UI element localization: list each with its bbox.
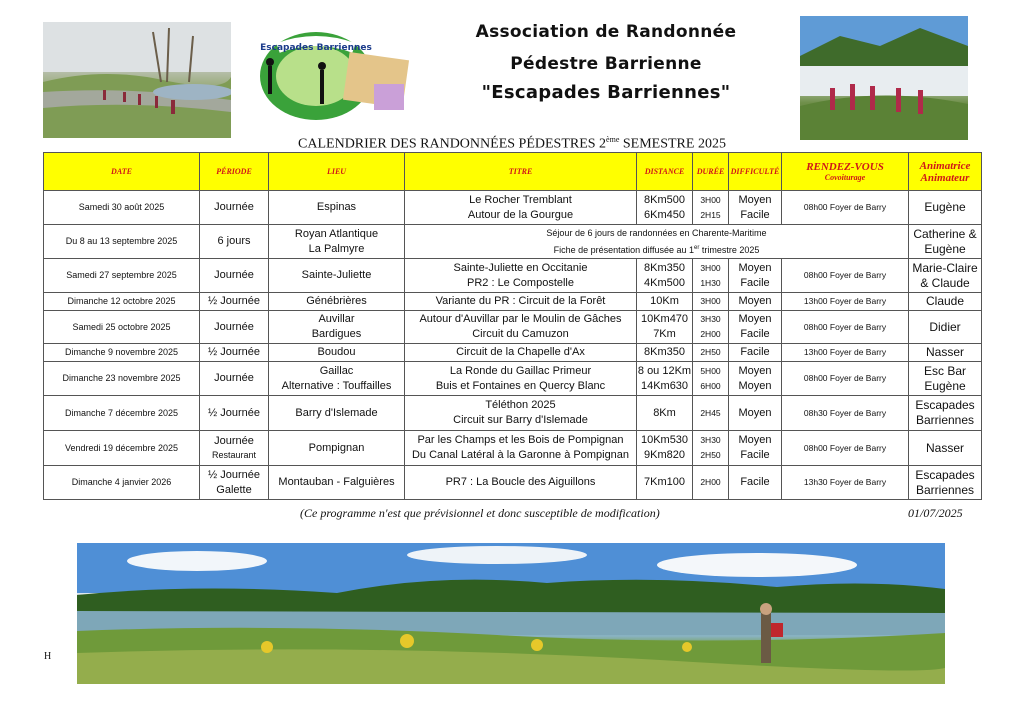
header-line-2: Pédestre Barrienne (510, 54, 702, 74)
calendar-title: CALENDRIER DES RANDONNÉES PÉDESTRES 2ème SEMESTRE 2025 (298, 135, 726, 152)
cell-animateur: Marie-Claire & Claude (909, 259, 982, 293)
cell-lieu: Génébrières (269, 293, 405, 311)
cell-distance: 10Km530 9Km820 (637, 431, 693, 466)
stray-mark: H (44, 651, 52, 662)
header-difficulte: DIFFICULTÉ (729, 153, 782, 191)
cell-duree: 2H50 (693, 344, 729, 362)
mountain-hikers-photo (800, 16, 968, 140)
footer-date: 01/07/2025 (908, 506, 963, 520)
cell-titre: Téléthon 2025 Circuit sur Barry d'Islemade (405, 396, 637, 431)
cell-periode: ½ Journée Galette (200, 466, 269, 500)
cell-titre: Autour d'Auvillar par le Moulin de Gâches Circuit du Camuzon (405, 311, 637, 344)
cell-rendezvous: 08h00 Foyer de Barry (782, 362, 909, 396)
cell-animateur: Eugène (909, 191, 982, 225)
hike-schedule-table (43, 152, 982, 500)
header-date: DATE (44, 153, 200, 191)
header-titre: TITRE (405, 153, 637, 191)
cell-animateur: Nasser (909, 431, 982, 466)
cell-rendezvous: 13h00 Foyer de Barry (782, 293, 909, 311)
table-row (44, 293, 982, 311)
cell-titre: Sainte-Juliette en Occitanie PR2 : Le Compostelle (405, 259, 637, 293)
cell-difficulte: Facile (729, 466, 782, 500)
cell-animateur: Catherine & Eugène (909, 225, 982, 259)
cell-periode: 6 jours (200, 225, 269, 259)
cell-periode: Journée (200, 191, 269, 225)
header-distance: DISTANCE (637, 153, 693, 191)
cell-animateur: Escapades Barriennes (909, 466, 982, 500)
footnote: (Ce programme n'est que prévisionnel et donc susceptible de modification) (300, 506, 660, 520)
cell-rendezvous: 08h00 Foyer de Barry (782, 259, 909, 293)
cell-duree: 2H45 (693, 396, 729, 431)
lake-landscape-photo (77, 543, 945, 684)
cell-distance: 7Km100 (637, 466, 693, 500)
cell-date: Samedi 25 octobre 2025 (44, 311, 200, 344)
cell-titre: Variante du PR : Circuit de la Forêt (405, 293, 637, 311)
cell-titre: Circuit de la Chapelle d'Ax (405, 344, 637, 362)
header-line-3: "Escapades Barriennes" (481, 82, 731, 103)
table-row (44, 362, 982, 396)
cell-periode: ½ Journée (200, 293, 269, 311)
cell-distance: 8Km (637, 396, 693, 431)
cell-lieu: Barry d'Islemade (269, 396, 405, 431)
table-row (44, 259, 982, 293)
header-line-1: Association de Randonnée (475, 22, 737, 42)
cell-periode: Journée (200, 311, 269, 344)
cell-lieu: Royan Atlantique La Palmyre (269, 225, 405, 259)
cell-lieu: Auvillar Bardigues (269, 311, 405, 344)
cell-date: Samedi 27 septembre 2025 (44, 259, 200, 293)
cell-lieu: Montauban - Falguières (269, 466, 405, 500)
cell-lieu: Espinas (269, 191, 405, 225)
hikers-path-photo (43, 22, 231, 138)
cell-titre: Le Rocher Tremblant Autour de la Gourgue (405, 191, 637, 225)
cell-animateur: Didier (909, 311, 982, 344)
cell-date: Vendredi 19 décembre 2025 (44, 431, 200, 466)
cell-animateur: Esc Bar Eugène (909, 362, 982, 396)
cell-animateur: Nasser (909, 344, 982, 362)
header-duree: DURÉE (693, 153, 729, 191)
cell-difficulte: Moyen Facile (729, 311, 782, 344)
cell-periode: Journée (200, 259, 269, 293)
header-animateur: Animatrice Animateur (909, 153, 982, 191)
cell-distance: 10Km (637, 293, 693, 311)
cell-distance: 8Km500 6Km450 (637, 191, 693, 225)
cell-sejour: Séjour de 6 jours de randonnées en Charente-Maritime Fiche de présentation diffusée au 1er trimestre 2025 (405, 225, 909, 259)
cell-lieu: Sainte-Juliette (269, 259, 405, 293)
cell-distance: 10Km470 7Km (637, 311, 693, 344)
cell-date: Dimanche 7 décembre 2025 (44, 396, 200, 431)
cell-rendezvous: 08h00 Foyer de Barry (782, 431, 909, 466)
cell-periode: ½ Journée (200, 344, 269, 362)
svg-text:Escapades Barriennes: Escapades Barriennes (260, 43, 372, 53)
cell-titre: Par les Champs et les Bois de Pompignan Du Canal Latéral à la Garonne à Pompignan (405, 431, 637, 466)
cell-date: Dimanche 12 octobre 2025 (44, 293, 200, 311)
header-lieu: LIEU (269, 153, 405, 191)
cell-difficulte: Facile (729, 344, 782, 362)
cell-rendezvous: 08h30 Foyer de Barry (782, 396, 909, 431)
cell-duree: 3H00 2H15 (693, 191, 729, 225)
table-row (44, 396, 982, 431)
club-logo (258, 26, 418, 126)
cell-date: Dimanche 4 janvier 2026 (44, 466, 200, 500)
cell-duree: 3H00 (693, 293, 729, 311)
table-row (44, 431, 982, 466)
cell-periode: Journée (200, 362, 269, 396)
cell-difficulte: Moyen Facile (729, 431, 782, 466)
cell-titre: La Ronde du Gaillac Primeur Buis et Fontaines en Quercy Blanc (405, 362, 637, 396)
cell-lieu: Gaillac Alternative : Touffailles (269, 362, 405, 396)
cell-distance: 8Km350 (637, 344, 693, 362)
cell-lieu: Boudou (269, 344, 405, 362)
table-header-row (44, 153, 982, 191)
table-row (44, 344, 982, 362)
cell-titre: PR7 : La Boucle des Aiguillons (405, 466, 637, 500)
cell-difficulte: Moyen (729, 396, 782, 431)
table-row (44, 225, 982, 259)
cell-animateur: Claude (909, 293, 982, 311)
cell-rendezvous: 08h00 Foyer de Barry (782, 191, 909, 225)
cell-periode: Journée Restaurant (200, 431, 269, 466)
cell-distance: 8Km350 4Km500 (637, 259, 693, 293)
cell-duree: 3H30 2H50 (693, 431, 729, 466)
header-rendezvous: RENDEZ-VOUS Covoiturage (782, 153, 909, 191)
cell-rendezvous: 13h30 Foyer de Barry (782, 466, 909, 500)
cell-lieu: Pompignan (269, 431, 405, 466)
cell-duree: 3H30 2H00 (693, 311, 729, 344)
cell-animateur: Escapades Barriennes (909, 396, 982, 431)
header-periode: PÉRIODE (200, 153, 269, 191)
cell-difficulte: Moyen Facile (729, 259, 782, 293)
cell-difficulte: Moyen Moyen (729, 362, 782, 396)
cell-duree: 5H00 6H00 (693, 362, 729, 396)
cell-date: Samedi 30 août 2025 (44, 191, 200, 225)
cell-rendezvous: 13h00 Foyer de Barry (782, 344, 909, 362)
cell-duree: 3H00 1H30 (693, 259, 729, 293)
cell-date: Du 8 au 13 septembre 2025 (44, 225, 200, 259)
table-row (44, 311, 982, 344)
cell-difficulte: Moyen Facile (729, 191, 782, 225)
cell-distance: 8 ou 12Km 14Km630 (637, 362, 693, 396)
table-row (44, 466, 982, 500)
cell-difficulte: Moyen (729, 293, 782, 311)
table-row (44, 191, 982, 225)
cell-rendezvous: 08h00 Foyer de Barry (782, 311, 909, 344)
cell-date: Dimanche 9 novembre 2025 (44, 344, 200, 362)
cell-duree: 2H00 (693, 466, 729, 500)
cell-periode: ½ Journée (200, 396, 269, 431)
cell-date: Dimanche 23 novembre 2025 (44, 362, 200, 396)
